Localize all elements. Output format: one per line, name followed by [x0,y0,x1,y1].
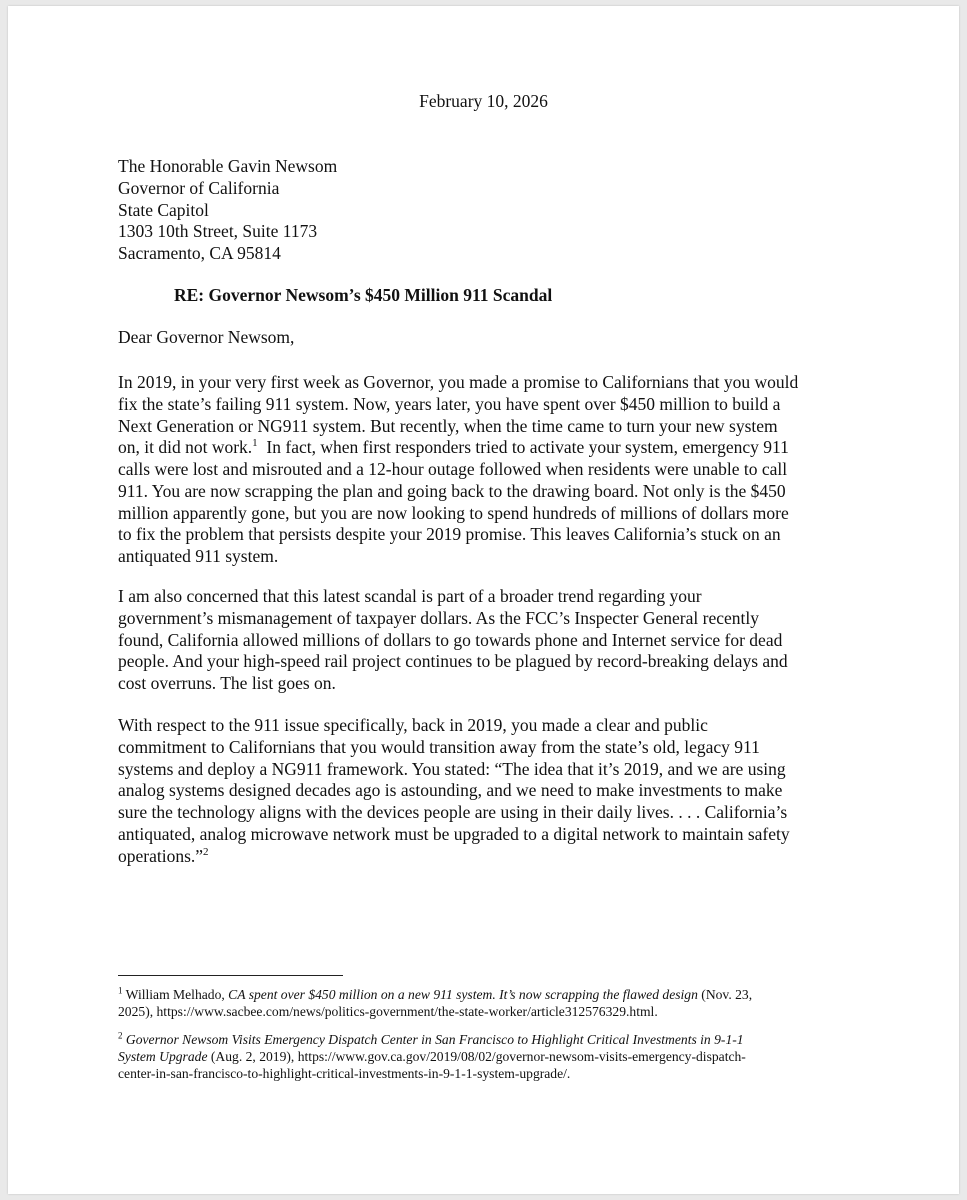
footnote-title: Governor Newsom Visits Emergency Dispatch Center in San Francisco to Highlight Critical Investments in 9-1-1 [122,1032,744,1047]
text-line: cost overruns. The list goes on. [118,673,336,693]
text-line: to fix the problem that persists despite your 2019 promise. This leaves California’s stuck on an [118,524,781,545]
footnote-text: (Nov. 23, [697,987,753,1002]
text-line [118,437,858,459]
text-segment: In fact, when first responders tried to activate your system, emergency 911 [257,437,789,458]
footnote-line [118,1031,878,1048]
footnote-line [118,986,878,1003]
footnote-author: William Melhado, [122,987,229,1002]
footnote-divider [118,975,343,976]
recipient-address [118,156,337,265]
footnote-ref-2: 2 [203,845,209,858]
address-line: 1303 10th Street, Suite 1173 [118,221,318,242]
salutation: Dear Governor Newsom, [118,327,295,347]
letter-date: February 10, 2026 [419,91,548,111]
address-line: Governor of California [118,177,280,198]
text-segment: on, it did not work. [118,437,253,458]
text-line: Next Generation or NG911 system. But recently, when the time came to turn your new system [118,415,778,436]
footnote-link: 2025), https://www.sacbee.com/news/politics-government/the-state-worker/article312576329.html. [118,1004,658,1020]
text-line: analog systems designed decades ago is astounding, and we need to make investments to make [118,780,783,801]
text-line: million apparently gone, but you are now looking to spend hundreds of millions of dollars more [118,502,789,523]
text-line: sure the technology aligns with the devices people are using in their daily lives. . . . California’s [118,802,788,822]
text-line [118,846,858,868]
footnote-line [118,1048,878,1065]
footnote-2 [118,1031,878,1083]
text-line: government’s mismanagement of taxpayer dollars. As the FCC’s Inspecter General recently [118,607,759,628]
text-line: In 2019, in your very first week as Governor, you made a promise to Californians that you would [118,372,799,392]
text-line: fix the state’s failing 911 system. Now, years later, you have spent over $450 million to build a [118,393,781,414]
footnote-link: center-in-san-francisco-to-highlight-critical-investments-in-9-1-1-system-upgrade/. [118,1066,571,1082]
address-line: The Honorable Gavin Newsom [118,156,338,176]
address-line: State Capitol [118,199,209,220]
paragraph-2 [118,586,858,695]
text-line: antiquated 911 system. [118,546,279,566]
footnote-1 [118,986,878,1020]
paragraph-1 [118,372,858,568]
text-line: people. And your high-speed rail project continues to be plagued by record-breaking delays and [118,651,788,672]
text-line: antiquated, analog microwave network must be upgraded to a digital network to maintain safety [118,823,790,844]
address-line: Sacramento, CA 95814 [118,243,281,264]
subject-line: RE: Governor Newsom’s $450 Million 911 Scandal [174,285,553,305]
text-line: 911. You are now scrapping the plan and going back to the drawing board. Not only is the $450 [118,480,786,501]
footnote-title: System Upgrade [118,1049,208,1065]
footnote-ref-1: 1 [252,437,258,450]
paragraph-3 [118,715,858,867]
text-line: systems and deploy a NG911 framework. You stated: “The idea that it’s 2019, and we are using [118,758,786,779]
text-line: With respect to the 911 issue specifically, back in 2019, you made a clear and public [118,715,708,735]
footnote-title: CA spent over $450 million on a new 911 system. It’s now scrapping the flawed design [228,987,698,1002]
footnote-number: 1 [118,985,123,996]
text-line: found, California allowed millions of dollars to go towards phone and Internet service for dead [118,629,783,650]
footnote-number: 2 [118,1030,123,1041]
text-line: calls were lost and misrouted and a 12-hour outage followed when residents were unable to call [118,459,788,479]
text-line: I am also concerned that this latest scandal is part of a broader trend regarding your [118,586,702,606]
text-segment: operations.” [118,845,204,866]
footnote-link: (Aug. 2, 2019), https://www.gov.ca.gov/2019/08/02/governor-newsom-visits-emergency-dispatch- [207,1049,746,1065]
letter-page [8,6,959,1194]
text-line: commitment to Californians that you would transition away from the state’s old, legacy 911 [118,736,760,757]
